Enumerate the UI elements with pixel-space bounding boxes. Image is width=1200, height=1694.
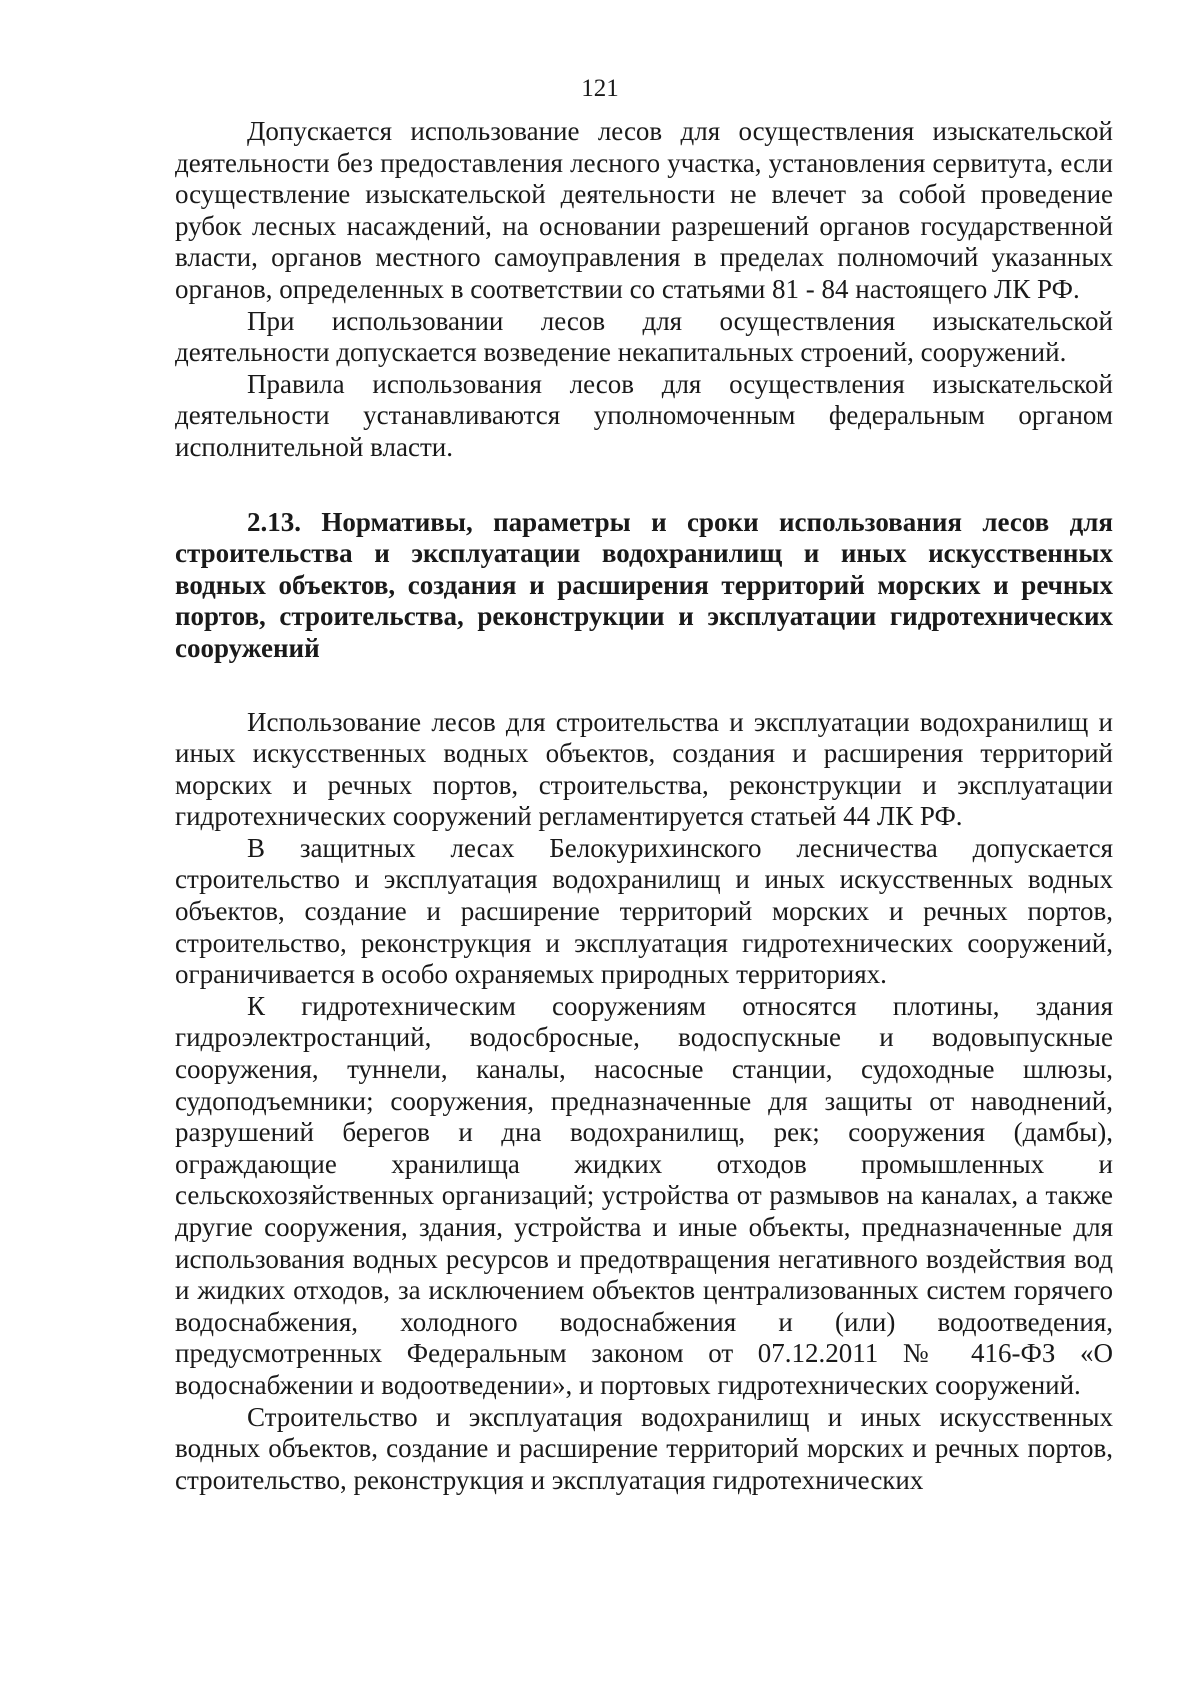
page-body	[175, 116, 1113, 1496]
paragraph-survey-structures: При использовании лесов для осуществления изыскательской деятельности допускается возведение некапитальных строений, сооружений.	[175, 305, 1113, 368]
paragraph-hydro-structures-list: К гидротехническим сооружениям относятся плотины, здания гидроэлектростанций, водосбросные, водоспускные и водовыпускные сооружения, туннели, каналы, насосные станции, судоходные шлюзы, судоподъемники; сооружения, предназначенные для защиты от наводнений, разрушений берегов и дна водохранилищ, рек; сооружения (дамбы), ограждающие хранилища жидких отходов промышленных и сельскохозяйственных организаций; устройства от размывов на каналах, а также другие сооружения, здания, устройства и иные объекты, предназначенные для использования водных ресурсов и предотвращения негативного воздействия вод и жидких отходов, за исключением объектов централизованных систем горячего водоснабжения, холодного водоснабжения и (или) водоотведения, предусмотренных Федеральным законом от 07.12.2011 № 416-ФЗ «О водоснабжении и водоотведении», и портовых гидротехнических сооружений.	[175, 990, 1113, 1400]
section-heading: 2.13. Нормативы, параметры и сроки использования лесов для строительства и эксплуатации водохранилищ и иных искусственных водных объектов, создания и расширения территорий морских и речных портов, строительства, реконструкции и эксплуатации гидротехнических сооружений	[175, 506, 1113, 663]
paragraph-survey-permission: Допускается использование лесов для осуществления изыскательской деятельности без предоставления лесного участка, установления сервитута, если осуществление изыскательской деятельности не влечет за собой проведение рубок лесных насаждений, на основании разрешений органов государственной власти, органов местного самоуправления в пределах полномочий указанных органов, определенных в соответствии со статьями 81 - 84 настоящего ЛК РФ.	[175, 116, 1113, 304]
paragraph-protected-forests: В защитных лесах Белокурихинского лесничества допускается строительство и эксплуатация водохранилищ и иных искусственных водных объектов, создание и расширение территорий морских и речных портов, строительство, реконструкция и эксплуатация гидротехнических сооружений, ограничивается в особо охраняемых природных территориях.	[175, 832, 1113, 990]
paragraph-survey-rules: Правила использования лесов для осуществления изыскательской деятельности устанавливаются уполномоченным федеральным органом исполнительной власти.	[175, 368, 1113, 462]
paragraph-usage-regulation: Использование лесов для строительства и эксплуатации водохранилищ и иных искусственных водных объектов, создания и расширения территорий морских и речных портов, строительства, реконструкции и эксплуатации гидротехнических сооружений регламентируется статьей 44 ЛК РФ.	[175, 706, 1113, 832]
page-number: 121	[581, 75, 619, 102]
paragraph-construction-continued: Строительство и эксплуатация водохранилищ и иных искусственных водных объектов, создание и расширение территорий морских и речных портов, строительство, реконструкция и эксплуатация гидротехнических	[175, 1401, 1113, 1495]
